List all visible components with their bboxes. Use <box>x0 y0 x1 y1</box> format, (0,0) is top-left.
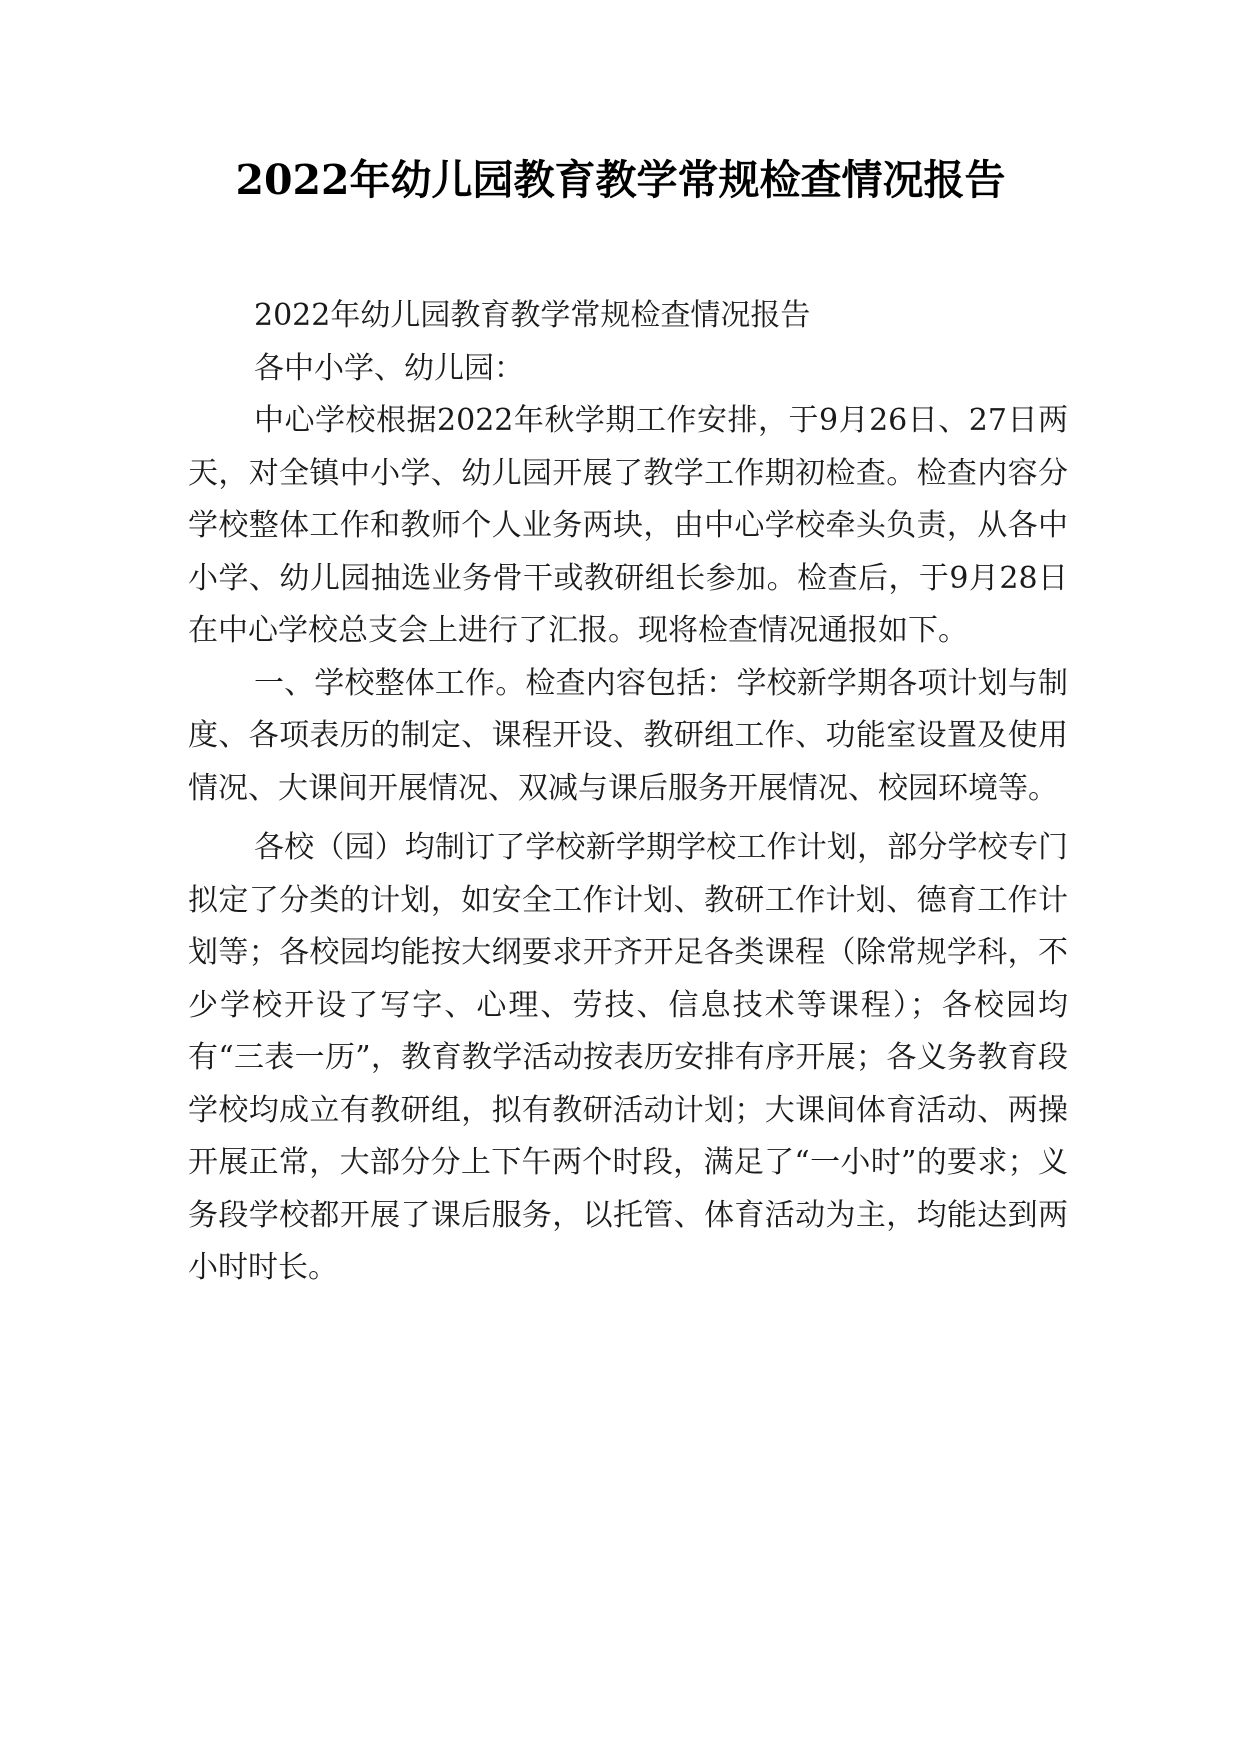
salutation-paragraph: 各中小学、幼儿园： <box>254 350 524 386</box>
intro-paragraph: 中心学校根据2022年秋学期工作安排，于9月26日、27日两天，对全镇中小学、幼儿园开展了教学工作期初检查。检查内容分学校整体工作和教师个人业务两块，由中心学校牵头负责，从各中小学、幼儿园抽选业务骨干或教研组长参加。检查后，于9月28日在中心学校总支会上进行了汇报。现将检查情况通报如下。 <box>188 403 1068 648</box>
section-one-paragraph: 一、学校整体工作。检查内容包括：学校新学期各项计划与制度、各项表历的制定、课程开设、教研组工作、功能室设置及使用情况、大课间开展情况、双减与课后服务开展情况、校园环境等。 <box>188 665 1068 806</box>
document-body <box>188 290 1068 1295</box>
findings-paragraph: 各校（园）均制订了学校新学期学校工作计划，部分学校专门拟定了分类的计划，如安全工作计划、教研工作计划、德育工作计划等；各校园均能按大纲要求开齐开足各类课程（除常规学科，不少学校开设了写字、心理、劳技、信息技术等课程）；各校园均有“三表一历”，教育教学活动按表历安排有序开展；各义务教育段学校均成立有教研组，拟有教研活动计划；大课间体育活动、两操开展正常，大部分分上下午两个时段，满足了“一小时”的要求；义务段学校都开展了课后服务，以托管、体育活动为主，均能达到两小时时长。 <box>188 830 1068 1285</box>
document-title: 2022年幼儿园教育教学常规检查情况报告 <box>235 156 1006 204</box>
body-heading-paragraph: 2022年幼儿园教育教学常规检查情况报告 <box>254 298 811 333</box>
